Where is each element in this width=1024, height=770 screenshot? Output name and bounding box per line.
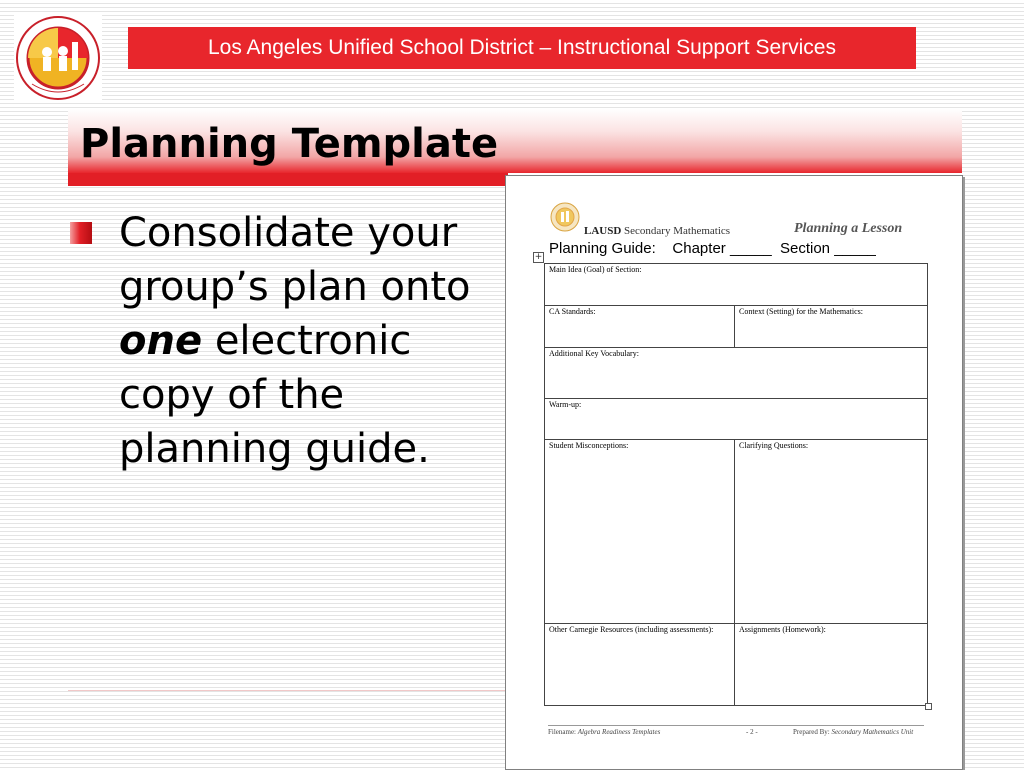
vocabulary-cell[interactable]: Additional Key Vocabulary: [545, 348, 928, 399]
bullet-text-before: Consolidate your group’s plan onto [119, 210, 471, 310]
planning-table [544, 263, 928, 706]
planning-guide-line: Planning Guide: Chapter _____ Section _____ [549, 240, 876, 257]
warmup-cell[interactable]: Warm-up: [545, 399, 928, 440]
resources-cell[interactable]: Other Carnegie Resources (including assessments): [545, 624, 735, 706]
bullet-text-after: electronic copy of the planning guide. [119, 318, 430, 472]
document-footer-divider [548, 725, 924, 726]
bullet-text [119, 206, 499, 476]
square-bullet-icon [70, 222, 92, 244]
document-footer-filename [548, 728, 660, 736]
brand-bold: LAUSD [584, 225, 622, 237]
lausd-logo-icon [550, 202, 580, 232]
bullet-emphasis: one [119, 318, 203, 364]
brand-rest: Secondary Mathematics [624, 225, 731, 237]
planning-lesson-label: Planning a Lesson [794, 221, 903, 236]
page-title: Planning Template [80, 121, 499, 167]
assignments-cell[interactable]: Assignments (Homework): [735, 624, 928, 706]
main-idea-cell[interactable]: Main Idea (Goal) of Section: [545, 264, 928, 306]
document-brand [584, 225, 730, 237]
header-banner: Los Angeles Unified School District – Instructional Support Services [128, 27, 916, 69]
prepared-value: Secondary Mathematics Unit [831, 728, 914, 736]
clarifying-cell[interactable]: Clarifying Questions: [735, 440, 928, 624]
table-resize-handle[interactable] [925, 703, 932, 710]
title-accent-line [68, 173, 508, 186]
document-footer-page: - 2 - [746, 728, 758, 736]
filename-value: Algebra Readiness Templates [577, 728, 661, 736]
table-move-icon[interactable]: + [534, 252, 543, 262]
context-cell[interactable]: Context (Setting) for the Mathematics: [735, 306, 928, 348]
prepared-label: Prepared By: [793, 728, 830, 736]
ca-standards-cell[interactable]: CA Standards: [545, 306, 735, 348]
misconceptions-cell[interactable]: Student Misconceptions: [545, 440, 735, 624]
filename-label: Filename: [548, 728, 576, 736]
district-seal-icon [14, 14, 102, 102]
document-footer-prepared [793, 728, 913, 736]
footer-divider [68, 690, 508, 691]
planning-guide-document [505, 175, 963, 770]
